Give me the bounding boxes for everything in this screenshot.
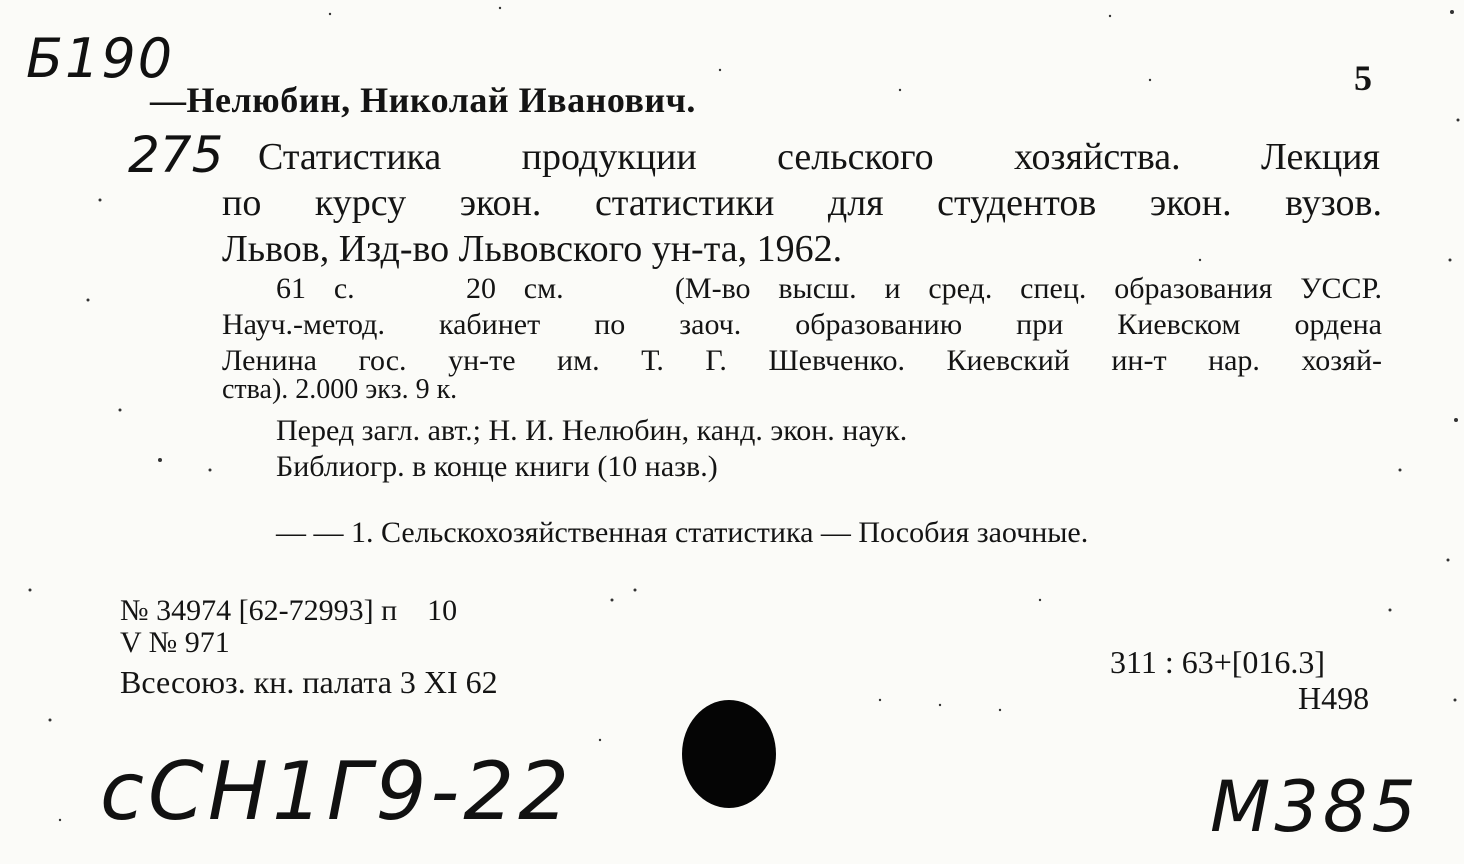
subject-heading: — — 1. Сельскохозяйственная статистика — Пособия заочные. [276,516,1089,549]
title-line-2: по курсу экон. статистики для студентов экон. вузов. [222,182,1382,224]
handwritten-shelf-mark: Б190 [26,27,175,90]
author-heading: —Нелюбин, Николай Иванович. [150,80,696,120]
author-sign: Н498 [1298,680,1370,716]
punch-hole [682,700,776,808]
handwritten-number: 275 [128,126,224,184]
note-bibliography: Библиогр. в конце книги (10 назв.) [276,450,718,483]
collation-line-4: ства). 2.000 экз. 9 к. [222,374,458,405]
collation-line-2: Науч.-метод. кабинет по заоч. образованию при Киевском ордена [222,308,1382,341]
registry-volume: V № 971 [120,626,230,659]
udc-classification: 311 : 63+[016.3] [1110,644,1326,680]
title-line-1: Статистика продукции сельского хозяйства. Лекция [258,136,1380,178]
handwritten-inventory-left: сСН1Г9-22 [100,745,574,838]
collation-line-3: Ленина гос. ун-те им. Т. Г. Шевченко. Киевский ин-т нар. хозяй- [222,344,1382,377]
handwritten-inventory-right: М385 [1210,766,1421,848]
title-line-3: Львов, Изд-во Львовского ун-та, 1962. [222,228,843,270]
registry-chamber: Всесоюз. кн. палата 3 XI 62 [120,664,498,700]
registry-number: № 34974 [62-72993] п 10 [120,594,458,627]
collation-line-1: 61 с. 20 см. (М-во высш. и сред. спец. образования УССР. [276,272,1382,305]
card-number: 5 [1354,58,1372,98]
note-author: Перед загл. авт.; Н. И. Нелюбин, канд. экон. наук. [276,414,908,447]
